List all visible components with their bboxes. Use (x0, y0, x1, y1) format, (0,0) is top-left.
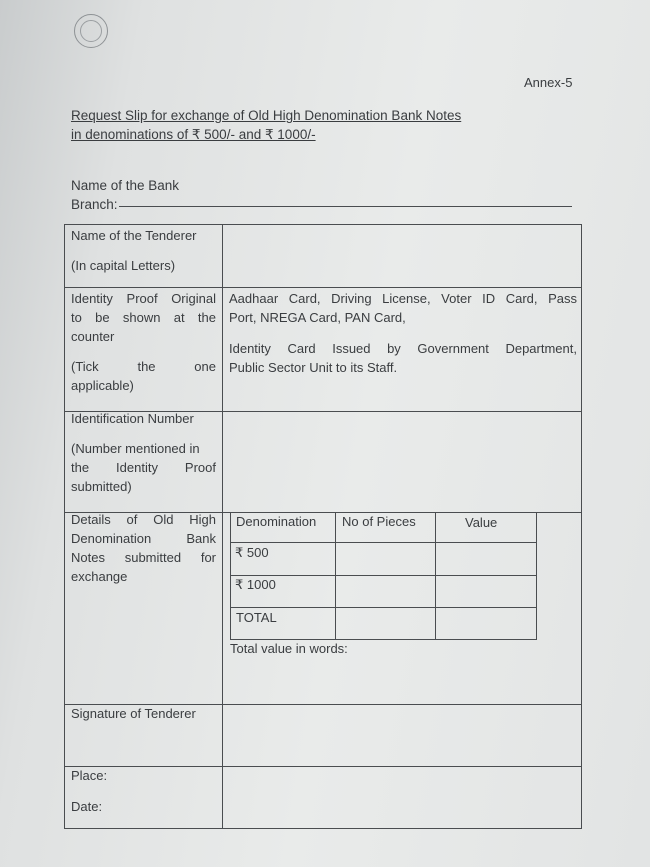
identity-option-line[interactable]: Public Sector Unit to its Staff. (229, 360, 398, 375)
details-label-line: Denomination Bank (71, 531, 216, 546)
denom-row-divider (231, 607, 536, 608)
denom-header-denomination: Denomination (236, 514, 317, 529)
signature-label: Signature of Tenderer (71, 706, 196, 721)
value-1000-input[interactable] (437, 577, 535, 606)
pieces-total-input[interactable] (337, 609, 434, 638)
title-line-1: Request Slip for exchange of Old High Denomination Bank Notes (71, 108, 462, 123)
form-table (64, 224, 582, 829)
bank-label: Name of the Bank (71, 178, 180, 193)
date-label: Date: (71, 799, 103, 814)
denom-row-500: ₹ 500 (235, 545, 269, 560)
signature-input[interactable] (229, 707, 577, 763)
identity-label-line: counter (71, 329, 115, 344)
idnumber-note-line: the Identity Proof (71, 460, 216, 475)
pieces-1000-input[interactable] (337, 577, 434, 606)
title-line-2: in denominations of ₹ 500/- and ₹ 1000/- (71, 127, 316, 142)
denom-row-total: TOTAL (236, 610, 277, 625)
pieces-500-input[interactable] (337, 544, 434, 574)
identity-option-line[interactable]: Port, NREGA Card, PAN Card, (229, 310, 406, 325)
identity-option-line[interactable]: Aadhaar Card, Driving License, Voter ID Card, Pass (229, 291, 577, 306)
tenderer-note: (In capital Letters) (71, 258, 176, 273)
tenderer-name-input[interactable] (229, 226, 577, 284)
details-label-cell (71, 510, 216, 586)
denomination-table (230, 512, 537, 640)
denom-row-1000: ₹ 1000 (235, 577, 276, 592)
idnumber-label-cell (71, 409, 216, 496)
value-total-input[interactable] (437, 609, 535, 638)
identity-label-line: Identity Proof Original (71, 291, 216, 306)
denom-col-divider (435, 513, 436, 639)
idnumber-note-line: submitted) (71, 479, 132, 494)
row-divider (65, 287, 581, 288)
denom-col-divider (335, 513, 336, 639)
identity-options-cell (229, 289, 577, 377)
bank-seal-icon (74, 14, 108, 48)
idnumber-label: Identification Number (71, 411, 194, 426)
place-label: Place: (71, 768, 108, 783)
details-label-line: Notes submitted for (71, 550, 216, 565)
total-words-label: Total value in words: (230, 641, 348, 656)
branch-blank-line[interactable] (119, 206, 572, 207)
tenderer-label-cell (71, 226, 216, 275)
identity-label-cell (71, 289, 216, 395)
form-title (71, 106, 461, 144)
idnumber-note-line: (Number mentioned in (71, 441, 200, 456)
identity-note-line: applicable) (71, 378, 134, 393)
branch-label: Branch: (71, 197, 118, 212)
denom-row-divider (231, 575, 536, 576)
column-divider (222, 225, 223, 828)
value-500-input[interactable] (437, 544, 535, 574)
denom-header-pieces: No of Pieces (342, 514, 416, 529)
denom-header-value: Value (465, 515, 498, 530)
annex-label: Annex-5 (524, 75, 573, 90)
identity-label-line: to be shown at the (71, 310, 216, 325)
tenderer-label: Name of the Tenderer (71, 228, 197, 243)
place-date-input[interactable] (229, 769, 577, 825)
idnumber-input[interactable] (229, 414, 577, 509)
identity-option-line[interactable]: Identity Card Issued by Government Department, (229, 341, 577, 356)
details-label-line: Details of Old High (71, 512, 216, 527)
denom-row-divider (231, 542, 536, 543)
details-label-line: exchange (71, 569, 128, 584)
identity-note-line: (Tick the one (71, 359, 216, 374)
bank-branch-field (71, 176, 179, 214)
